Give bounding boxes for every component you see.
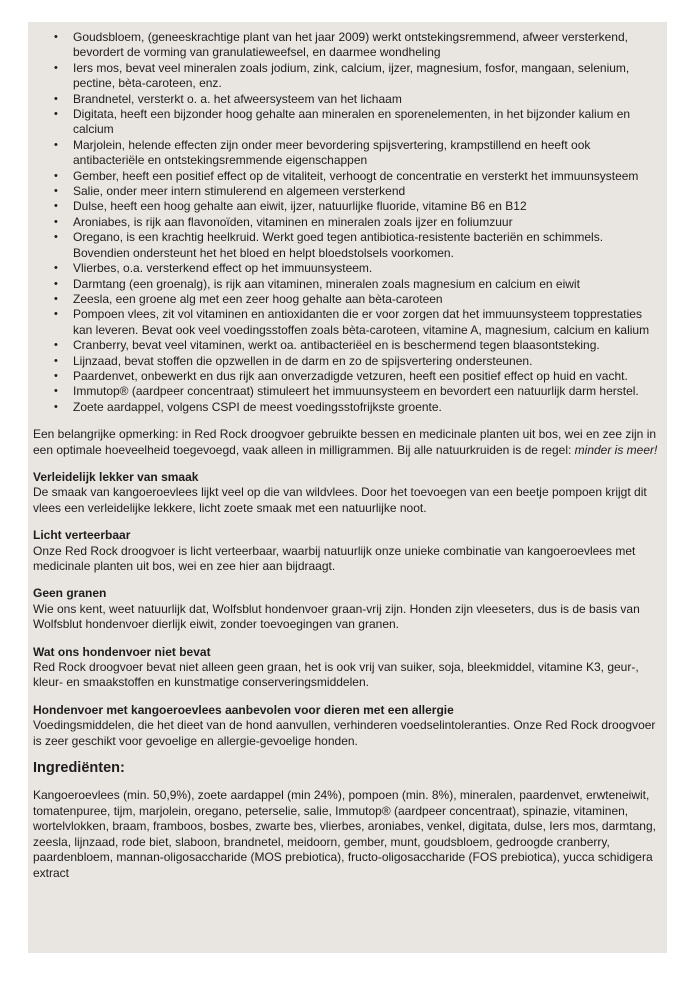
list-item bbox=[33, 307, 661, 338]
list-item bbox=[33, 369, 661, 384]
list-item-text: Darmtang (een groenalg), is rijk aan vitaminen, mineralen zoals magnesium en calcium en eiwit bbox=[73, 276, 580, 291]
list-item bbox=[33, 354, 661, 369]
bullet-icon: • bbox=[54, 369, 58, 382]
bullet-icon: • bbox=[54, 400, 58, 413]
bullet-icon: • bbox=[54, 231, 58, 244]
ingredients-text: Kangoeroevlees (min. 50,9%), zoete aardappel (min 24%), pompoen (min. 8%), mineralen, paardenvet, erwteneiwit, tomatenpuree, tijm, marjolein, oregano, peterselie, salie, Immutop® (aardpeer concentraat), spinazie, vitaminen, wortelvlokken, braam, framboos, bosbes, zwarte bes, vlierbes, aroniabes, venkel, digitata, dulse, Iers mos, darmtang, zeesla, lijnzaad, rode biet, slaboon, brandnetel, meidoorn, gember, munt, goudsbloem, gedroogde cranberry, paardenbloem, mannan-oligosaccharide (MOS prebiotica), fructo-oligosaccharide (FOS prebiotica), yucca schidigera extract bbox=[33, 788, 656, 880]
bullet-icon: • bbox=[54, 262, 58, 275]
list-item-text: Lijnzaad, bevat stoffen die opzwellen in de darm en zo de spijsvertering ondersteunen. bbox=[73, 353, 533, 368]
bullet-icon: • bbox=[54, 31, 58, 43]
list-item bbox=[33, 107, 661, 138]
section-heading: Wat ons hondenvoer niet bevat bbox=[33, 644, 211, 659]
important-note-italic: minder is meer! bbox=[574, 442, 658, 457]
list-item-text: Marjolein, helende effecten zijn onder meer bevordering spijsvertering, krampstillend en heeft ook antibacteriële en ontstekingsremmende eigenschappen bbox=[73, 137, 591, 168]
list-item bbox=[33, 215, 661, 230]
list-item-text: Oregano, is een krachtig heelkruid. Werkt goed tegen antibiotica-resistente bacteriën en schimmels. Bovendien ondersteunt het het bloed en helpt bloedstolsels voorkomen. bbox=[73, 230, 604, 260]
list-item bbox=[33, 30, 661, 61]
section-body: Voedingsmiddelen, die het dieet van de hond aanvullen, verhinderen voedselintoleranties. Onze Red Rock droogvoer is zeer geschikt voor gevoelige en allergie-gevoelige honden. bbox=[33, 718, 656, 748]
list-item-text: Pompoen vlees, zit vol vitaminen en antioxidanten die er voor zorgen dat het immuunsysteem topprestaties kan leveren. Bevat ook veel voedingsstoffen zoals bèta-caroteen, vitamine A, magnesium, calcium en kalium bbox=[73, 307, 650, 337]
list-item bbox=[33, 261, 661, 276]
list-item bbox=[33, 277, 661, 292]
ingredients-heading: Ingrediënten: bbox=[33, 760, 125, 777]
section-heading: Licht verteerbaar bbox=[33, 528, 131, 543]
list-item bbox=[33, 199, 661, 214]
bullet-icon: • bbox=[54, 92, 58, 105]
section-heading: Verleidelijk lekker van smaak bbox=[33, 469, 199, 484]
section-digestible bbox=[33, 528, 661, 574]
list-item-text: Salie, onder meer intern stimulerend en algemeen versterkend bbox=[73, 184, 406, 199]
list-item-text: Digitata, heeft een bijzonder hoog gehalte aan mineralen en sporenelementen, in het bijzonder kalium en calcium bbox=[73, 107, 631, 137]
section-no-grains bbox=[33, 586, 661, 632]
section-body: Wie ons kent, weet natuurlijk dat, Wolfsblut hondenvoer graan-vrij zijn. Honden zijn vleeseters, dus is de basis van Wolfsblut hondenvoer dierlijk eiwit, zonder toevoegingen van granen. bbox=[33, 601, 640, 632]
list-item-text: Vlierbes, o.a. versterkend effect op het immuunsysteem. bbox=[73, 261, 373, 276]
list-item-text: Cranberry, bevat veel vitaminen, werkt oa. antibacteriëel en is beschermend tegen blaasontsteking. bbox=[73, 338, 600, 353]
section-body: Red Rock droogvoer bevat niet alleen geen graan, het is ook vrij van suiker, soja, bleekmiddel, vitamine K3, geur-, kleur- en smaakstoffen en kunstmatige conserveringsmiddelen. bbox=[33, 660, 639, 690]
list-item bbox=[33, 384, 661, 399]
bullet-icon: • bbox=[54, 354, 58, 367]
list-item bbox=[33, 169, 661, 184]
list-item bbox=[33, 184, 661, 199]
bullet-icon: • bbox=[54, 200, 58, 213]
section-taste bbox=[33, 470, 661, 516]
bullet-icon: • bbox=[54, 277, 58, 290]
bullet-icon: • bbox=[54, 138, 58, 151]
list-item-text: Goudsbloem, (geneeskrachtige plant van het jaar 2009) werkt ontstekingsremmend, afweer versterkend, bevordert de vorming van granulatieweefsel, en daarmee wondheling bbox=[73, 30, 628, 60]
list-item-text: Immutop® (aardpeer concentraat) stimuleert het immuunsysteem en bevordert een natuurlijk darm herstel. bbox=[73, 384, 639, 399]
list-item-text: Iers mos, bevat veel mineralen zoals jodium, zink, calcium, ijzer, magnesium, fosfor, mangaan, selenium, pectine, bèta-caroteen, enz. bbox=[73, 60, 630, 91]
list-item-text: Brandnetel, versterkt o. a. het afweersysteem van het lichaam bbox=[73, 91, 402, 106]
benefits-list bbox=[33, 30, 661, 415]
section-heading: Geen granen bbox=[33, 586, 107, 601]
bullet-icon: • bbox=[54, 339, 58, 352]
list-item bbox=[33, 338, 661, 353]
list-item-text: Zeesla, een groene alg met een zeer hoog gehalte aan bèta-caroteen bbox=[73, 291, 443, 306]
bullet-icon: • bbox=[54, 292, 58, 305]
list-item-text: Zoete aardappel, volgens CSPI de meest voedingsstofrijkste groente. bbox=[73, 399, 442, 414]
important-note bbox=[33, 427, 661, 458]
section-body: De smaak van kangoeroevlees lijkt veel op die van wildvlees. Door het toevoegen van een beetje pompoen krijgt dit vlees een verleidelijke lekkere, licht zoete smaak met een natuurlijke noot. bbox=[33, 485, 647, 515]
section-body: Onze Red Rock droogvoer is licht verteerbaar, waarbij natuurlijk onze unieke combinatie van kangoeroevlees met medicinale planten uit bos, wei en zee hier aan bijdraagt. bbox=[33, 543, 636, 573]
content-panel bbox=[28, 22, 667, 953]
bullet-icon: • bbox=[54, 169, 58, 182]
section-not-contained bbox=[33, 645, 661, 691]
list-item bbox=[33, 92, 661, 107]
list-item-text: Gember, heeft een positief effect op de vitaliteit, verhoogt de concentratie en versterkt het immuunsysteem bbox=[73, 168, 639, 183]
bullet-icon: • bbox=[54, 308, 58, 321]
list-item-text: Aroniabes, is rijk aan flavonoïden, vitaminen en mineralen zoals ijzer en foliumzuur bbox=[73, 214, 513, 229]
list-item-text: Dulse, heeft een hoog gehalte aan eiwit, ijzer, natuurlijke fluoride, vitamine B6 en B12 bbox=[73, 199, 527, 214]
list-item-text: Paardenvet, onbewerkt en dus rijk aan onverzadigde vetzuren, heeft een positief effect op huid en vacht. bbox=[73, 368, 628, 383]
list-item bbox=[33, 400, 661, 415]
bullet-icon: • bbox=[54, 185, 58, 198]
bullet-icon: • bbox=[54, 108, 58, 121]
important-note-text: Een belangrijke opmerking: in Red Rock droogvoer gebruikte bessen en medicinale planten uit bos, wei en zee zijn in een optimale hoeveelheid toegevoegd, vaak alleen in milligrammen. Bij alle natuurkruiden is de regel: bbox=[33, 427, 657, 457]
list-item bbox=[33, 138, 661, 169]
bullet-icon: • bbox=[54, 61, 58, 74]
section-heading: Hondenvoer met kangoeroevlees aanbevolen voor dieren met een allergie bbox=[33, 702, 454, 717]
list-item bbox=[33, 230, 661, 261]
list-item bbox=[33, 292, 661, 307]
list-item bbox=[33, 61, 661, 92]
bullet-icon: • bbox=[54, 385, 58, 398]
section-allergy bbox=[33, 703, 661, 749]
bullet-icon: • bbox=[54, 215, 58, 228]
